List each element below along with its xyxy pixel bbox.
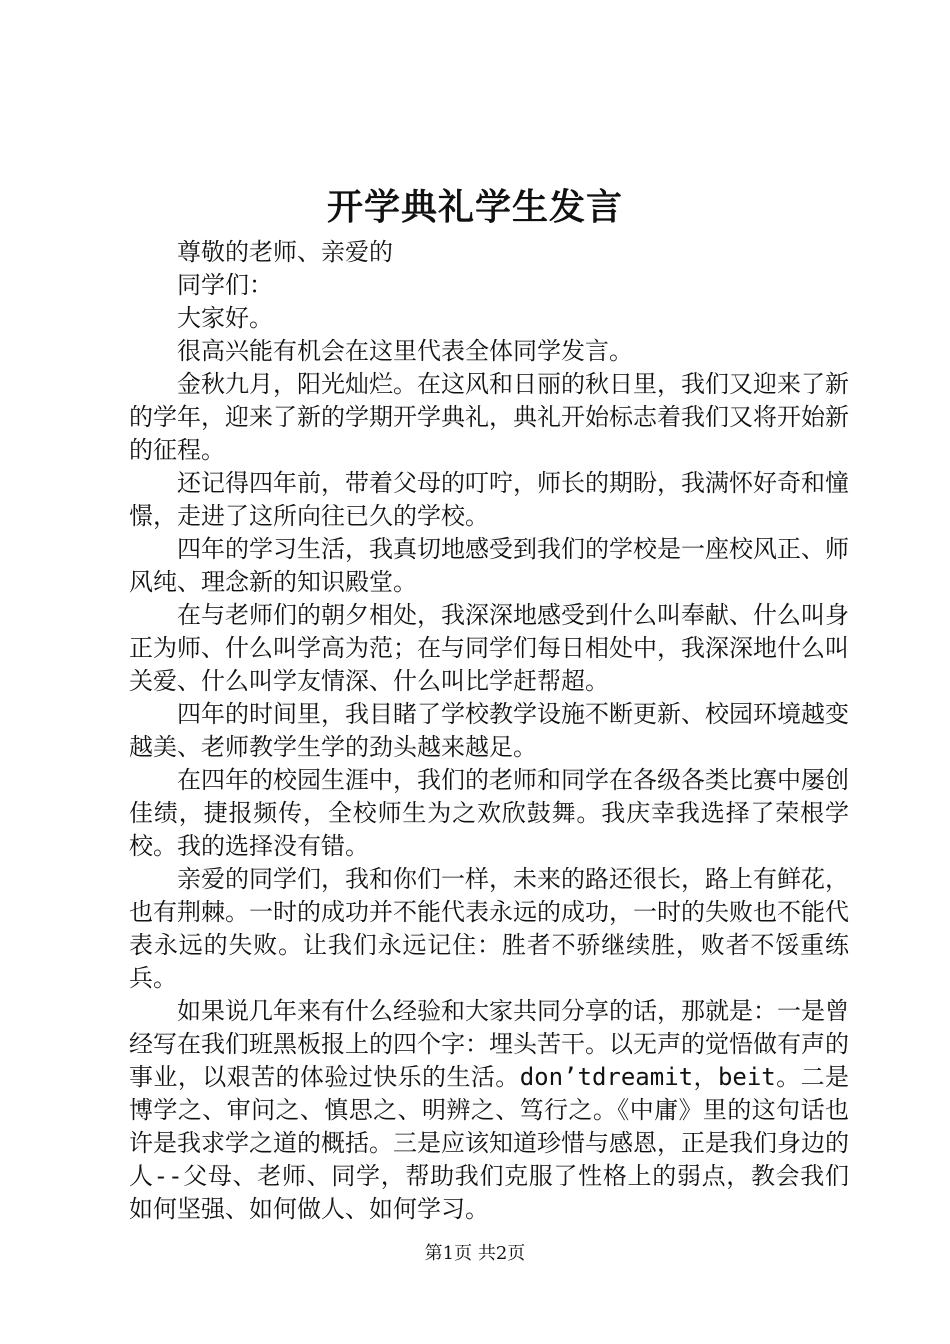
paragraph: 四年的时间里，我目睹了学校教学设施不断更新、校园环境越变越美、老师教学生学的劲头越来越足。 — [129, 700, 849, 761]
document-title: 开学典礼学生发言 — [326, 186, 623, 228]
page-number-footer: 第1页 共2页 — [424, 1243, 526, 1264]
paragraph: 金秋九月，阳光灿烂。在这风和日丽的秋日里，我们又迎来了新的学年，迎来了新的学期开学典礼，典礼开始标志着我们又将开始新的征程。 — [129, 370, 849, 464]
paragraph: 亲爱的同学们，我和你们一样，未来的路还很长，路上有鲜花，也有荆棘。一时的成功并不能代表永远的成功，一时的失败也不能代表永远的失败。让我们永远记住：胜者不骄继续胜，败者不馁重练兵。 — [129, 865, 849, 992]
paragraph: 很高兴能有机会在这里代表全体同学发言。 — [177, 337, 633, 365]
paragraph: 在与老师们的朝夕相处，我深深地感受到什么叫奉献、什么叫身正为师、什么叫学高为范；在与同学们每日相处中，我深深地什么叫关爱、什么叫学友情深、什么叫比学赶帮超。 — [129, 601, 849, 695]
document-body — [129, 236, 849, 1226]
paragraph: 尊敬的老师、亲爱的 — [177, 238, 393, 266]
paragraph: 如果说几年来有什么经验和大家共同分享的话，那就是：一是曾经写在我们班黑板报上的四个字：埋头苦干。以无声的觉悟做有声的事业，以艰苦的体验过快乐的生活。don’tdreamit，beit。二是博学之、审问之、慎思之、明辨之、笃行之。《中庸》里的这句话也许是我求学之道的概括。三是应该知道珍惜与感恩，正是我们身边的人--父母、老师、同学，帮助我们克服了性格上的弱点，教会我们如何坚强、如何做人、如何学习。 — [129, 997, 849, 1223]
paragraph: 还记得四年前，带着父母的叮咛，师长的期盼，我满怀好奇和憧憬，走进了这所向往已久的学校。 — [129, 469, 849, 530]
paragraph: 四年的学习生活，我真切地感受到我们的学校是一座校风正、师风纯、理念新的知识殿堂。 — [129, 535, 849, 596]
paragraph: 在四年的校园生涯中，我们的老师和同学在各级各类比赛中屡创佳绩，捷报频传，全校师生为之欢欣鼓舞。我庆幸我选择了荣根学校。我的选择没有错。 — [129, 766, 849, 860]
paragraph: 大家好。 — [177, 304, 273, 332]
paragraph: 同学们： — [177, 271, 273, 299]
